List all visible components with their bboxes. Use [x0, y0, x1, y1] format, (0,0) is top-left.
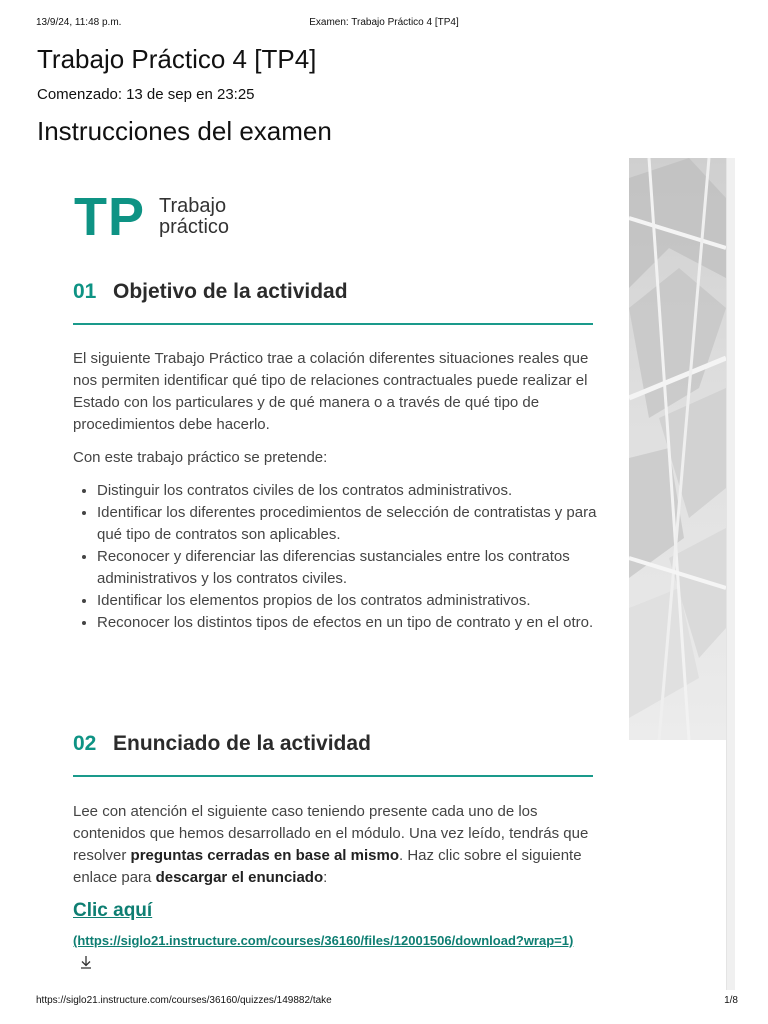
download-link-url-text[interactable]: (https://siglo21.instructure.com/courses/36160/files/12001506/download?wrap=1) — [73, 933, 574, 948]
download-icon[interactable] — [79, 954, 93, 975]
list-item: • Reconocer los distintos tipos de efectos en un tipo de contrato y en el otro. — [97, 612, 617, 634]
print-header-title: Examen: Trabajo Práctico 4 [TP4] — [309, 17, 459, 28]
section-divider — [73, 323, 593, 325]
side-scrollbar[interactable] — [726, 158, 735, 990]
quiz-title: Trabajo Práctico 4 [TP4] — [37, 44, 317, 74]
enunciado-bold-2: descargar el enunciado — [155, 869, 324, 886]
download-link-url[interactable] — [73, 930, 593, 975]
print-footer-url: https://siglo21.instructure.com/courses/36160/quizzes/149882/take — [36, 995, 332, 1006]
instructions-title: Instrucciones del examen — [37, 116, 332, 146]
tp-logo-word-1: Trabajo — [159, 195, 227, 217]
list-item: • Identificar los diferentes procedimientos de selección de contratistas y para qué tipo de contratos son aplicables. — [97, 502, 617, 546]
objetivo-paragraph: El siguiente Trabajo Práctico trae a colación diferentes situaciones reales que nos permiten identificar qué tipo de relaciones contractuales puede realizar el Estado con los particulares y de qué manera o a través de qué tipo de procedimientos debe hacerlo. — [73, 350, 589, 433]
enunciado-text-1: Lee con atención el siguiente caso teniendo presente cada uno de los contenidos que hemos desarrollado en el módulo. Una vez leído, tendrás que resolver — [73, 803, 589, 864]
section-number: 02 — [73, 732, 97, 755]
enunciado-bold-1: preguntas cerradas en base al mismo — [130, 847, 399, 864]
enunciado-text-3: : — [323, 869, 328, 886]
section-objetivo-heading — [73, 280, 593, 304]
objetivo-intro: Con este trabajo práctico se pretende: — [73, 449, 328, 466]
tp-logo-word — [159, 196, 229, 238]
section-title: Objetivo de la actividad — [113, 280, 348, 303]
tp-logo-mark: TP — [74, 187, 146, 247]
section-divider — [73, 775, 593, 777]
tp-logo-word-2: práctico — [159, 216, 230, 238]
tp-logo — [74, 187, 230, 247]
started-info — [37, 86, 255, 103]
section-title: Enunciado de la actividad — [113, 732, 371, 755]
list-item: • Identificar los elementos propios de los contratos administrativos. — [97, 590, 617, 612]
section-enunciado-heading — [73, 732, 593, 756]
list-item: • Distinguir los contratos civiles de los contratos administrativos. — [97, 480, 617, 502]
list-item: • Reconocer y diferenciar las diferencias sustanciales entre los contratos administrativos y los contratos civiles. — [97, 546, 617, 590]
started-label: Comenzado: — [37, 86, 123, 103]
decorative-side-image — [629, 158, 726, 740]
print-header-datetime: 13/9/24, 11:48 p.m. — [36, 17, 122, 28]
enunciado-paragraph — [73, 801, 593, 889]
started-value: 13 de sep en 23:25 — [126, 86, 255, 103]
objetivo-list — [73, 480, 617, 634]
section-number: 01 — [73, 280, 97, 303]
print-footer-page: 1/8 — [724, 995, 738, 1006]
enunciado-text-2: . Haz clic sobre el siguiente enlace para — [73, 847, 582, 886]
download-link-label[interactable]: Clic aquí — [73, 900, 153, 921]
